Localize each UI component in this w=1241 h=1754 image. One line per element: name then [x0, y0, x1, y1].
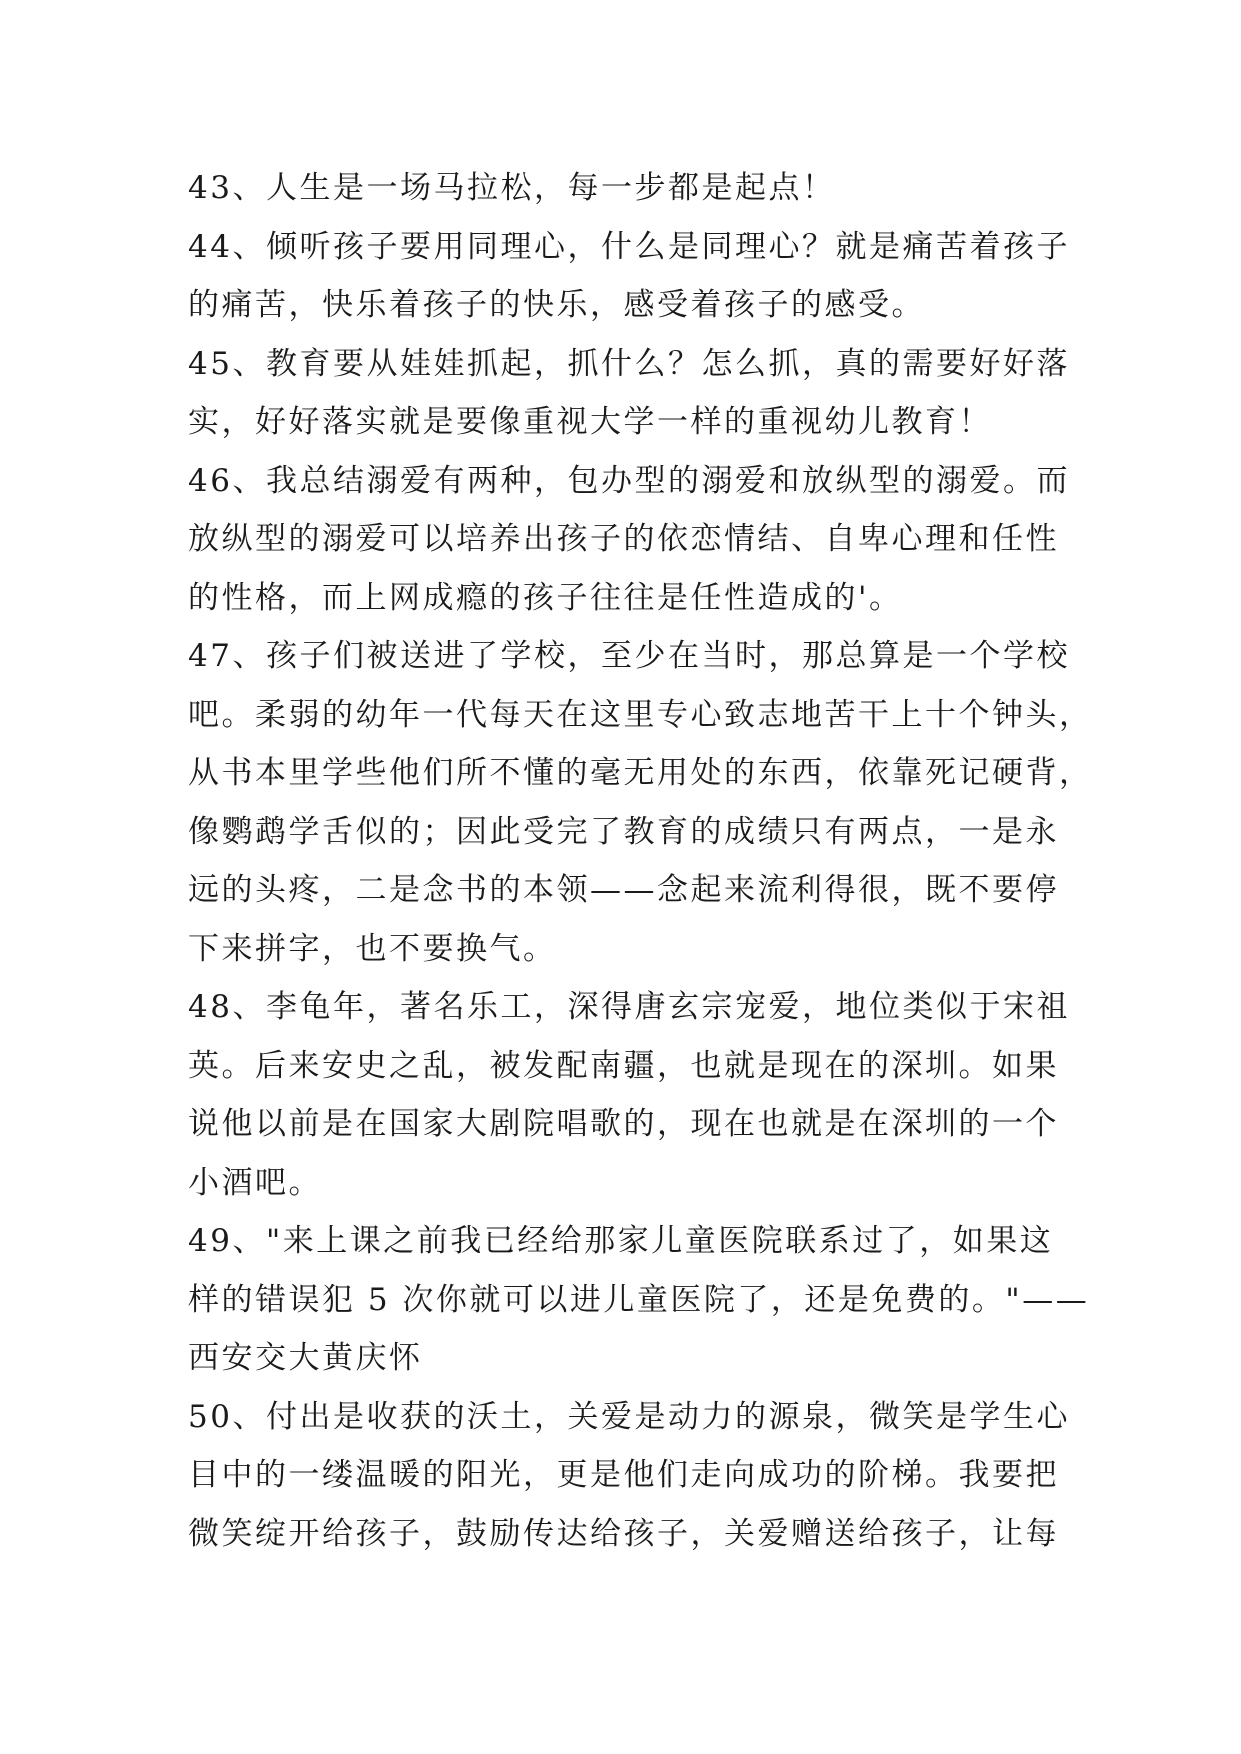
- text-line: 吧。柔弱的幼年一代每天在这里专心致志地苦干上十个钟头，: [188, 696, 1093, 733]
- text-line: 目中的一缕温暖的阳光，更是他们走向成功的阶梯。我要把: [188, 1457, 1059, 1493]
- text-line: 45、教育要从娃娃抓起，抓什么？怎么抓，真的需要好好落: [188, 345, 1070, 382]
- text-line: 43、人生是一场马拉松，每一步都是起点！: [188, 170, 836, 206]
- text-line: 46、我总结溺爱有两种，包办型的溺爱和放纵型的溺爱。而: [188, 462, 1070, 499]
- text-line: 44、倾听孩子要用同理心，什么是同理心？就是痛苦着孩子: [188, 228, 1070, 265]
- text-line: 西安交大黄庆怀: [188, 1340, 423, 1376]
- text-line: 放纵型的溺爱可以培养出孩子的依恋情结、自卑心理和任性: [188, 521, 1059, 557]
- document-body: [188, 159, 1093, 1563]
- text-line: 说他以前是在国家大剧院唱歌的，现在也就是在深圳的一个: [188, 1106, 1059, 1142]
- text-line: 样的错误犯 5 次你就可以进儿童医院了，还是免费的。"——: [188, 1281, 1090, 1318]
- text-line: 像鹦鹉学舌似的；因此受完了教育的成绩只有两点，一是永: [188, 813, 1059, 850]
- text-line: 的痛苦，快乐着孩子的快乐，感受着孩子的感受。: [188, 287, 925, 323]
- text-line: 从书本里学些他们所不懂的毫无用处的东西，依靠死记硬背，: [188, 755, 1093, 791]
- text-line: 远的头疼，二是念书的本领——念起来流利得很，既不要停: [188, 872, 1059, 908]
- text-line: 49、"来上课之前我已经给那家儿童医院联系过了，如果这: [188, 1223, 1054, 1259]
- text-line: 实，好好落实就是要像重视大学一样的重视幼儿教育！: [188, 404, 992, 440]
- text-line: 小酒吧。: [188, 1164, 322, 1201]
- text-line: 的性格，而上网成瘾的孩子往往是任性造成的'。: [188, 579, 903, 616]
- text-line: 微笑绽开给孩子，鼓励传达给孩子，关爱赠送给孩子，让每: [188, 1515, 1059, 1552]
- text-line: 47、孩子们被送进了学校，至少在当时，那总算是一个学校: [188, 638, 1070, 674]
- text-line: 英。后来安史之乱，被发配南疆，也就是现在的深圳。如果: [188, 1047, 1059, 1084]
- text-line: 下来拼字，也不要换气。: [188, 930, 557, 967]
- text-line: 50、付出是收获的沃土，关爱是动力的源泉，微笑是学生心: [188, 1398, 1070, 1435]
- text-line: 48、李龟年，著名乐工，深得唐玄宗宠爱，地位类似于宋祖: [188, 989, 1070, 1025]
